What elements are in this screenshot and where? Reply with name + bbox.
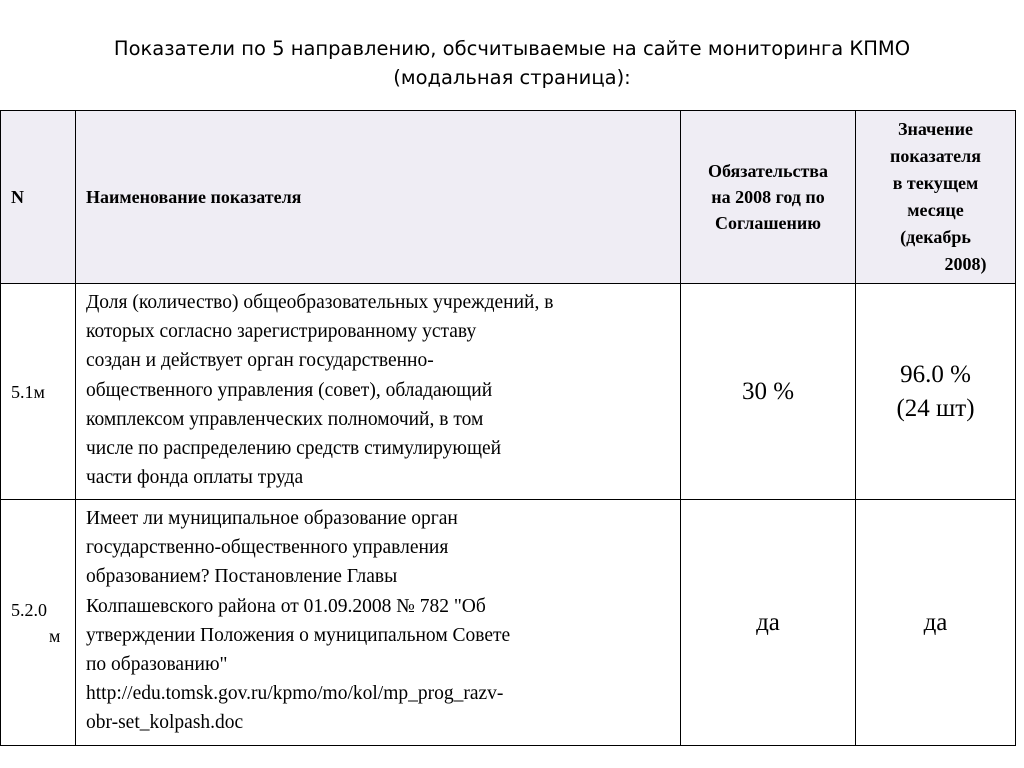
title-line-1: Показатели по 5 направлению, обсчитываемые на сайте мониторинга КПМО <box>113 37 911 60</box>
title-line-2: (модальная страница): <box>393 66 631 89</box>
header-number: N <box>1 111 76 284</box>
page-title <box>0 34 1024 92</box>
header-value-line: месяце <box>907 200 964 220</box>
row-obligation: да <box>681 500 856 746</box>
name-line: образованием? Постановление Главы <box>86 566 398 588</box>
indicators-table <box>0 110 1016 746</box>
header-value-line: 2008) <box>944 254 987 274</box>
row-indicator-name <box>76 500 681 746</box>
document-link[interactable]: obr-set_kolpash.doc <box>86 712 244 734</box>
name-line: Имеет ли муниципальное образование орган <box>86 508 458 529</box>
name-line: общественного управления (совет), обладающий <box>86 379 493 401</box>
row-number: 5.1м <box>1 284 76 500</box>
header-value-line: в текущем <box>892 173 979 193</box>
header-obligations <box>681 111 856 284</box>
row-number <box>1 500 76 746</box>
header-obligations-line: на 2008 год по <box>711 187 825 207</box>
name-line: Колпашевского района от 01.09.2008 № 782 "Об <box>86 595 486 617</box>
name-line: Доля (количество) общеобразовательных учреждений, в <box>86 292 554 313</box>
header-value-line: показателя <box>890 146 981 166</box>
header-indicator-name: Наименование показателя <box>76 111 681 284</box>
row-current-value <box>856 284 1016 500</box>
row-indicator-name <box>76 284 681 500</box>
value-line: (24 шт) <box>896 394 975 422</box>
name-line: утверждении Положения о муниципальном Совете <box>86 624 511 646</box>
value-line: 96.0 % <box>900 360 971 388</box>
document-link[interactable]: http://edu.tomsk.gov.ru/kpmo/mo/kol/mp_prog_razv- <box>86 683 504 705</box>
row-current-value: да <box>856 500 1016 746</box>
header-value-line: (декабрь <box>900 227 971 247</box>
name-line: по образованию" <box>86 654 228 676</box>
header-value-line: Значение <box>897 119 974 139</box>
row-number-line: м <box>49 625 61 646</box>
table-row <box>1 500 1016 746</box>
table-row <box>1 284 1016 500</box>
row-number-line: 5.2.0 <box>11 599 47 620</box>
table-header-row <box>1 111 1016 284</box>
name-line: которых согласно зарегистрированному уставу <box>86 321 477 343</box>
name-line: создан и действует орган государственно- <box>86 350 434 372</box>
header-current-value <box>856 111 1016 284</box>
name-line: части фонда оплаты труда <box>86 467 304 489</box>
header-obligations-line: Соглашению <box>714 213 822 233</box>
name-line: комплексом управленческих полномочий, в том <box>86 408 484 430</box>
header-obligations-line: Обязательства <box>707 161 829 181</box>
row-obligation: 30 % <box>681 284 856 500</box>
name-line: числе по распределению средств стимулирующей <box>86 438 502 460</box>
name-line: государственно-общественного управления <box>86 537 449 559</box>
